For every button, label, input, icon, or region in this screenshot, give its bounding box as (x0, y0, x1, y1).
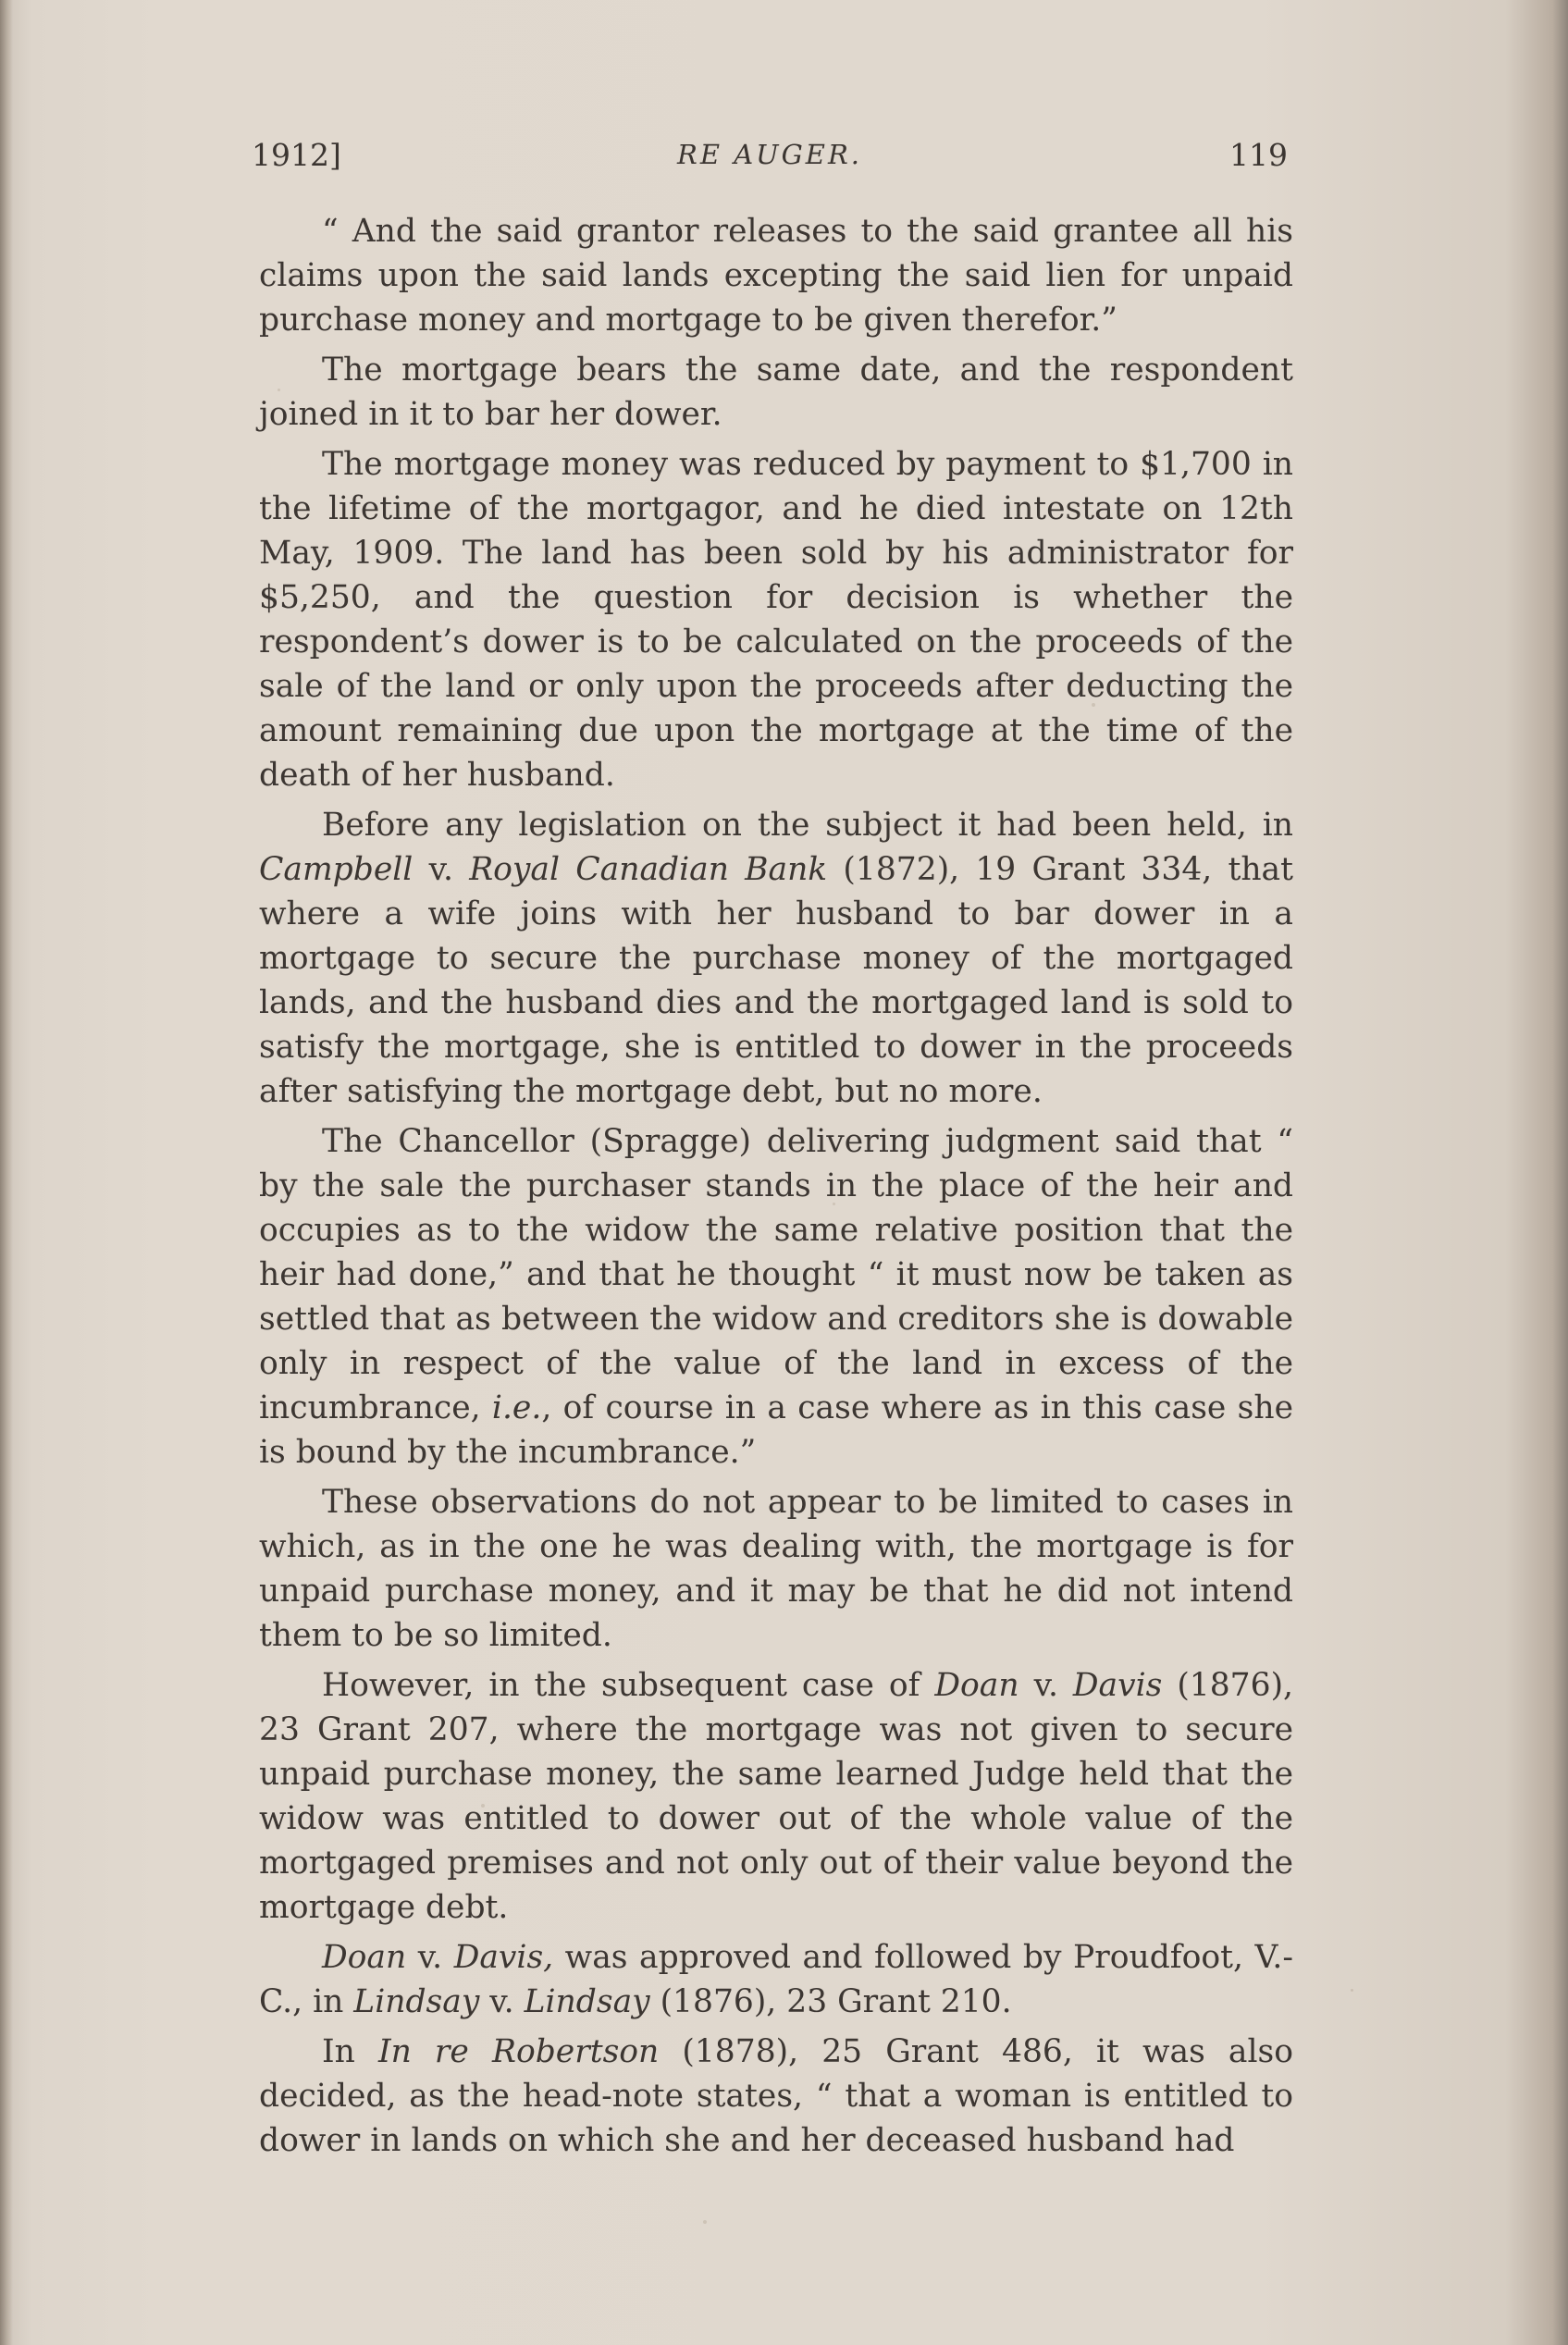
case-party: Davis (1072, 1667, 1163, 1704)
header-year: 1912] (252, 137, 341, 173)
paragraph-text: The mortgage bears the same date, and the respondent joined in it to bar her dower. (259, 352, 1293, 433)
case-party: Lindsay (524, 1983, 650, 2020)
paragraph-text: (1878), 25 Grant 486, it was also decided, as the head-note states, “ that a woman is entitled to dower in lands on which she and her deceased husband had (259, 2033, 1293, 2159)
quoted-conveyance-clause: “ And the said grantor releases to the said grantee all his claims upon the said lands excepting the said lien for unpaid purchase money and mortgage to be given therefor.” (259, 213, 1293, 339)
page-binding-edge (0, 0, 13, 2345)
case-party: Davis, (453, 1939, 554, 1976)
paragraph-text: v. (413, 851, 470, 888)
paragraph-text: However, in the subsequent case of (322, 1667, 935, 1704)
page-number: 119 (1229, 137, 1288, 173)
case-party: Doan (934, 1667, 1019, 1704)
case-party: Lindsay (353, 1983, 480, 2020)
paragraph (259, 1663, 1293, 1930)
paragraph-text: These observations do not appear to be limited to cases in which, as in the one he was dealing with, the mortgage is for unpaid purchase money, and it may be that he did not intend them to be so limited. (259, 1484, 1293, 1654)
latin-abbreviation: i.e. (491, 1389, 542, 1426)
paragraph (259, 2030, 1293, 2163)
paragraph-text: Before any legislation on the subject it had been held, in (322, 807, 1293, 844)
paper-speckle (703, 2220, 707, 2224)
paragraph-text: , of course in a case where as in this case she is bound by the incumbrance.” (259, 1389, 1294, 1471)
paragraph (259, 1935, 1293, 2024)
paragraph-text: The mortgage money was reduced by payment to $1,700 in the lifetime of the mortgagor, and he died intestate on 12th May, 1909. The land has been sold by his administrator for $5,250, and the question for decision is whether the respondent’s dower is to be calculated on the proceeds of the sale of the land or only upon the proceeds after deducting the amount remaining due upon the mortgage at the time of the death of her husband. (259, 446, 1293, 794)
paragraph (259, 209, 1293, 342)
paragraph-text: v. (479, 1983, 525, 2020)
paragraph (259, 803, 1293, 1114)
paragraph (259, 348, 1293, 437)
page-body (259, 209, 1293, 2168)
paragraph (259, 1480, 1293, 1658)
case-party: Doan (322, 1939, 407, 1976)
paper-speckle (1351, 1989, 1353, 1992)
case-party: Campbell (259, 851, 414, 888)
running-header (252, 137, 1288, 185)
case-name: In re Robertson (377, 2033, 660, 2070)
paragraph-text: (1876), 23 Grant 207, where the mortgage was not given to secure unpaid purchase money, the same learned Judge held that the widow was entitled to dower out of the whole value of the mortgaged premises and not only out of their value beyond the mortgage debt. (259, 1667, 1294, 1926)
paragraph-text: was approved and followed by Proudfoot, V.-C., in (259, 1939, 1293, 2020)
paragraph-text: (1876), 23 Grant 210. (649, 1983, 1012, 2020)
paragraph (259, 1119, 1293, 1475)
header-running-title: RE AUGER. (677, 139, 862, 170)
paragraph-text: v. (1019, 1667, 1073, 1704)
case-party: Royal Canadian Bank (469, 851, 828, 888)
paragraph-text: v. (406, 1939, 454, 1976)
paragraph (259, 442, 1293, 797)
paragraph-text: (1872), 19 Grant 334, that where a wife joins with her husband to bar dower in a mortgage to secure the purchase money of the mortgaged lands, and the husband dies and the mortgaged land is sold to satisfy the mortgage, she is entitled to dower in the proceeds after satisfying the mortgage debt, but no more. (259, 851, 1293, 1110)
paragraph-text: The Chancellor (Spragge) delivering judgment said that “ by the sale the purchaser stands in the place of the heir and occupies as to the widow the same relative position that the heir had done,” and that he thought “ it must now be taken as settled that as between the widow and creditors she is dowable only in respect of the value of the land in excess of the incumbrance, (259, 1123, 1293, 1426)
paragraph-text: In (322, 2033, 378, 2070)
